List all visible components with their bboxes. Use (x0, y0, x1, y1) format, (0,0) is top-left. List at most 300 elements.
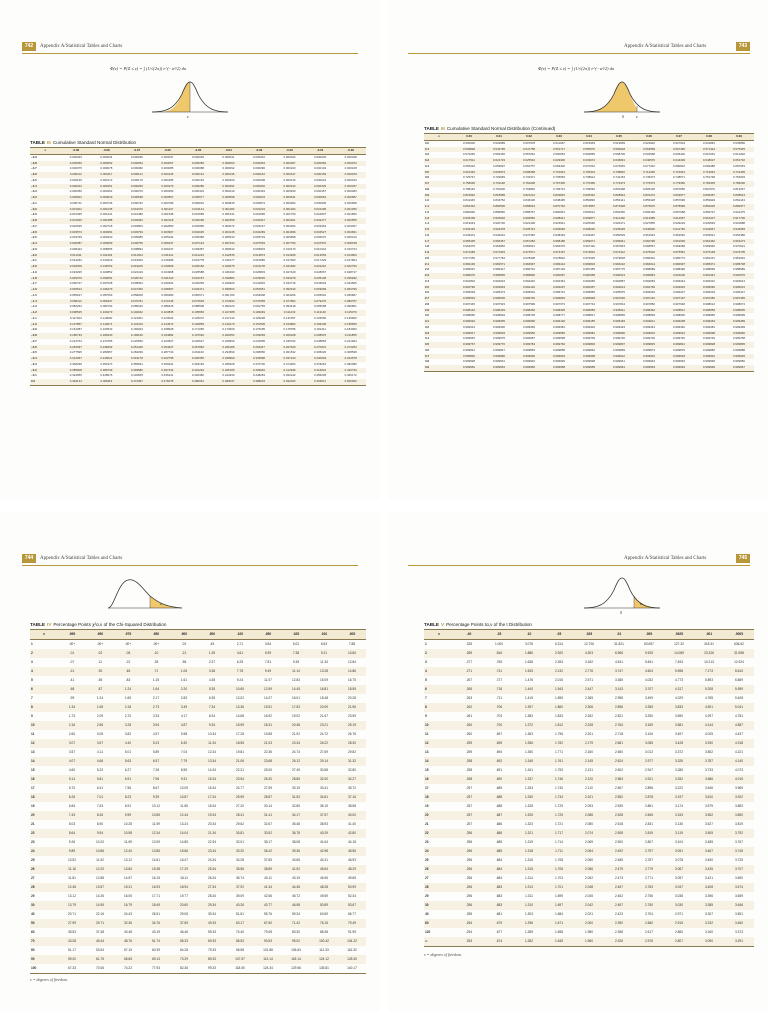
table-cell: 2.947 (645, 768, 653, 772)
table-cell: 13.12 (124, 858, 132, 862)
table-cell: 0.997445 (462, 301, 476, 306)
table-cell: 0.003364 (314, 223, 327, 228)
table-cell: 0.002890 (161, 223, 174, 228)
row-label: 17 (31, 786, 35, 790)
table-cell: 0.942947 (694, 227, 724, 233)
row-label: 16 (30, 775, 58, 784)
table-cell: 5.70 (68, 786, 76, 790)
table-cell: 22.16 (96, 912, 104, 916)
table-cell: 11.69 (124, 840, 132, 844)
table-cell: 0.999336 (492, 324, 506, 329)
table-cell: 36.78 (282, 829, 310, 838)
column-header: .950 (142, 630, 170, 640)
table-cell: 27.99 (58, 919, 86, 928)
table-cell: 0.424655 (69, 373, 82, 378)
row-label: −2.0 (30, 264, 61, 270)
table-cell: 3.355 (634, 703, 664, 712)
table-cell: 0.005703 (252, 235, 266, 240)
table-cell: 0.997882 (642, 301, 656, 306)
table-cell: 1.39 (198, 649, 226, 658)
table-cell: 0.901475 (732, 209, 746, 214)
table-cell: 2.860 (675, 930, 683, 934)
table-cell: .00+ (152, 642, 160, 646)
row-label: −1.3 (31, 304, 37, 309)
table-cell: 4.87 (170, 721, 198, 730)
table-cell: 44.31 (320, 858, 328, 862)
table-cell: 0.758036 (454, 181, 484, 187)
table-cell: 3.291 (724, 937, 754, 947)
table-cell: 0.933193 (454, 227, 484, 233)
table-cell: 0.203269 (244, 333, 275, 339)
row-label: 80 (31, 948, 35, 952)
table-cell: 0.947384 (522, 232, 536, 237)
table-cell: 0.000419 (222, 189, 235, 194)
table-cell: 0.934478 (484, 227, 514, 233)
table-cell: 3.552 (694, 811, 724, 820)
table-cell: 0.997197 (664, 296, 694, 302)
table-cell: 5.893 (705, 678, 713, 682)
table-cell: 0.955435 (454, 239, 484, 245)
table-cell: 0.264347 (244, 345, 275, 351)
table-row (424, 847, 754, 856)
table-cell: 0.456205 (314, 373, 327, 378)
table-cell: 0.007976 (305, 241, 336, 247)
table-row (30, 362, 366, 368)
table-cell: 2.37 (208, 660, 216, 664)
table-cell: 0.969258 (672, 244, 686, 249)
table-cell: .260 (454, 721, 484, 730)
table-cell: 0.999758 (732, 336, 746, 341)
table-cell: 17.29 (170, 865, 198, 874)
table-row (30, 784, 366, 793)
table-cell: 6.63 (320, 642, 328, 646)
table-cell: 0.764238 (514, 181, 544, 187)
row-label: 2.0 (425, 255, 430, 260)
table-cell: 18.11 (180, 876, 188, 880)
row-label: 3.9 (424, 365, 454, 371)
table-cell: 26.30 (254, 775, 282, 784)
table-cell: 1.303 (525, 912, 533, 916)
table-cell: 18.31 (254, 721, 282, 730)
table-cell: 3.030 (664, 901, 694, 910)
table-cell: 0.010724 (344, 246, 357, 251)
table-cell: 0.026803 (252, 269, 266, 274)
table-cell: 6.41 (96, 786, 104, 790)
table-cell: 0.941792 (664, 227, 694, 233)
table-cell: .254 (454, 919, 484, 928)
table-cell: 0.000313 (274, 184, 305, 190)
table-cell: 20.28 (348, 696, 356, 700)
table-cell: 2.080 (585, 822, 593, 826)
table-cell: 3.078 (525, 642, 533, 646)
table-cell: 0.012545 (213, 253, 244, 259)
table-cell: 10.34 (208, 732, 216, 736)
table-cell: .256 (454, 901, 484, 910)
table-cell: 3.07 (58, 739, 86, 748)
table-cell: 30.58 (320, 768, 328, 772)
row-label: 9 (425, 714, 427, 718)
table-cell: 0.020675 (213, 264, 244, 270)
table-cell: 4.604 (634, 667, 664, 676)
table-cell: 0.027429 (283, 269, 296, 274)
table-cell: 0.158655 (335, 322, 366, 328)
table-cell: 5.959 (724, 685, 754, 694)
table-cell: 0.000078 (100, 166, 113, 171)
table-cell: 23.54 (226, 775, 254, 784)
table-cell: 0.000185 (161, 177, 174, 182)
table-cell: 9.89 (58, 847, 86, 856)
table-cell: 0.011604 (122, 253, 153, 259)
table-cell: 77.93 (142, 964, 170, 974)
table-cell: 37.65 (264, 858, 272, 862)
table-cell: 0.888767 (522, 209, 536, 214)
table-cell: 0.821214 (514, 193, 544, 199)
table-cell: 21.67 (320, 714, 328, 718)
table-cell: 12.924 (734, 660, 744, 664)
table-cell: 41.34 (254, 883, 282, 892)
table-cell: .21 (58, 667, 86, 676)
table-cell: 11.34 (320, 660, 328, 664)
table-cell: .700 (484, 721, 514, 730)
table-cell: 2.086 (574, 811, 604, 820)
table-cell: 0.602568 (642, 152, 656, 157)
table-cell: 0.002327 (244, 218, 275, 224)
row-label: 16 (424, 775, 454, 784)
table-cell: 2.492 (604, 847, 634, 856)
table-cell: 9.34 (198, 721, 226, 730)
table-cell: 0.074934 (213, 299, 244, 305)
table-row (30, 919, 366, 928)
row-label: −1.8 (30, 276, 61, 282)
table-cell: 3.091 (664, 847, 694, 856)
table-cell: 0.009387 (191, 246, 204, 251)
table-cell: 3.33 (152, 714, 160, 718)
table-row (30, 937, 366, 946)
table-cell: 14.85 (180, 840, 188, 844)
table-row (30, 874, 366, 883)
table-cell: 0.998605 (724, 308, 754, 314)
table-cell: 27.59 (264, 786, 272, 790)
table-cell: 0.088508 (191, 304, 204, 309)
table-cell: 0.981237 (702, 255, 716, 260)
table-cell: 0.999908 (574, 354, 604, 360)
table-cell: .686 (495, 822, 503, 826)
table-cell: 0.999663 (462, 336, 476, 341)
row-label: −0.1 (31, 373, 37, 378)
table-cell: 38.93 (320, 822, 328, 826)
table-cell: 3.725 (735, 858, 743, 862)
table-cell: 0.881000 (694, 204, 724, 210)
table-cell: 3.421 (705, 876, 713, 880)
table-cell: 3.307 (705, 912, 713, 916)
table-cell: 0.799546 (582, 186, 596, 191)
table-cell: 0.992656 (582, 278, 596, 283)
column-header: .25 (484, 630, 514, 640)
table-cell: 100.42 (310, 937, 338, 946)
table-cell: 0.322758 (152, 356, 183, 362)
table-cell: 32.00 (310, 775, 338, 784)
table-cell: 49.59 (320, 894, 328, 898)
table-cell: 0.999896 (484, 354, 514, 360)
table-cell: 9.24 (236, 678, 244, 682)
table-cell: 0.095098 (314, 304, 327, 309)
table-cell: 0.069437 (91, 299, 122, 305)
table-cell: 0.998134 (454, 308, 484, 314)
page-number: 745 (736, 554, 750, 563)
table-cell: .674 (484, 937, 514, 947)
table-cell: 0.909877 (574, 216, 604, 222)
row-label: 90 (30, 955, 58, 964)
row-label: 3.7 (424, 354, 454, 360)
table-cell: 15.31 (114, 883, 142, 892)
table-cell: 0.754903 (732, 175, 746, 180)
table-cell: 0.012874 (244, 253, 275, 259)
table-row (424, 676, 754, 685)
table-cell: 0.000088 (191, 166, 204, 171)
table-cell: 4.587 (724, 721, 754, 730)
row-label: −2.2 (30, 253, 61, 259)
table-caption: Cumulative Standard Normal Distribution (Continued) (446, 126, 556, 131)
table-cell: .691 (495, 768, 503, 772)
table-cell: 0.708840 (604, 170, 634, 176)
table-cell: 0.060571 (191, 292, 204, 297)
table-cell: .71 (142, 667, 170, 676)
table-cell: 0.001107 (152, 207, 183, 213)
table-row (30, 910, 366, 919)
table-cell: 3.733 (705, 768, 713, 772)
row-label: 3.3 (424, 331, 454, 337)
table-cell: 0.048457 (152, 287, 183, 293)
table-row (424, 820, 754, 829)
table-cell: 0.393580 (122, 368, 153, 374)
table-cell: 0.232695 (252, 338, 266, 343)
table-cell: 14.07 (264, 696, 272, 700)
table-cell: 76.15 (310, 919, 338, 928)
table-cell: 0.000092 (222, 166, 235, 171)
table-cell: 59.20 (58, 955, 86, 964)
table-cell: .21 (170, 649, 198, 658)
table-cell: 8.64 (58, 829, 86, 838)
table-cell: 0.911492 (604, 216, 634, 222)
table-cell: 3.055 (634, 739, 664, 748)
table-cell: 0.968557 (642, 244, 656, 249)
table-cell: 0.974412 (604, 250, 634, 256)
row-label: −1.2 (30, 310, 61, 316)
row-label: −1.4 (30, 299, 61, 305)
table-cell: 0.950529 (612, 232, 626, 237)
table-cell: 0.994297 (544, 285, 574, 291)
table-cell: 9.31 (170, 775, 198, 784)
table-row (30, 247, 366, 253)
table-cell: 0.003681 (91, 230, 122, 236)
table-cell: 0.999900 (514, 354, 544, 360)
row-label: 3.1 (424, 319, 454, 325)
table-cell: 116.32 (347, 948, 357, 952)
table-cell: 0.999566 (544, 331, 574, 337)
table-row (30, 829, 366, 838)
table-cell: 0.999184 (604, 319, 634, 325)
table-cell: 0.980774 (672, 255, 686, 260)
table-cell: 140.17 (338, 964, 366, 974)
cumulative-normal-table-positive (424, 133, 754, 372)
table-cell: 5.598 (664, 667, 694, 676)
table-cell: 0.090123 (222, 304, 235, 309)
table-cell: 0.913085 (634, 216, 664, 222)
table-cell: 20.34 (208, 822, 216, 826)
table-cell: 0.076359 (244, 299, 275, 305)
table-cell: 0.999883 (702, 347, 716, 352)
table-cell: 0.270931 (305, 345, 336, 351)
table-cell: 124.12 (310, 955, 338, 964)
table-cell: .681 (495, 912, 503, 916)
table-cell: 0.000557 (152, 195, 183, 201)
table-cell: 24.74 (292, 750, 300, 754)
table-cell: 0.515953 (582, 140, 596, 145)
table-cell: 10.12 (152, 804, 160, 808)
table-cell: 0.998736 (522, 313, 536, 318)
table-cell: 0.000376 (130, 189, 143, 194)
table-cell: 0.999928 (462, 359, 476, 364)
column-header: -0.06 (152, 148, 183, 155)
table-cell: 30.14 (264, 804, 272, 808)
table-cell: 70.06 (86, 964, 114, 974)
column-header: .10 (514, 630, 544, 640)
table-cell: 8.91 (124, 804, 132, 808)
table-cell: 0.796731 (552, 186, 566, 191)
table-cell: 0.862143 (732, 198, 746, 203)
table-cell: 2.048 (574, 883, 604, 892)
table-cell: 30.81 (226, 829, 254, 838)
table-cell: 48.76 (114, 937, 142, 946)
table-cell: 1.697 (544, 901, 574, 910)
table-row (424, 204, 754, 210)
table-cell: 0.997599 (522, 301, 536, 306)
table-cell: 0.001589 (191, 212, 204, 217)
table-row (424, 694, 754, 703)
table-cell: 0.000337 (335, 184, 366, 190)
table-cell: 0.999517 (454, 331, 484, 337)
table-cell: 15.34 (198, 775, 226, 784)
table-cell: 0.061780 (222, 292, 235, 297)
row-label: −3.5 (31, 177, 37, 182)
table-cell: 3.169 (634, 721, 664, 730)
table-cell: 0.040059 (191, 281, 204, 286)
row-label: 11 (31, 732, 35, 736)
table-cell: 5.14 (58, 775, 86, 784)
table-cell: 3.674 (724, 883, 754, 892)
table-cell: 0.010170 (283, 246, 296, 251)
table-cell: 25.34 (198, 865, 226, 874)
table-cell: 2.539 (615, 804, 623, 808)
table-cell: 0.135666 (344, 315, 357, 320)
table-row (30, 793, 366, 802)
table-cell: .687 (484, 811, 514, 820)
table-cell: 0.705401 (574, 170, 604, 176)
table-cell: 2.528 (604, 811, 634, 820)
table-cell: 79.49 (338, 919, 366, 928)
table-cell: 1.000 (495, 642, 503, 646)
table-cell: 0.003072 (222, 223, 235, 228)
table-label: TABLE (30, 140, 45, 145)
table-cell: 0.751748 (702, 175, 716, 180)
table-cell: .718 (484, 685, 514, 694)
row-label: −1.6 (30, 287, 61, 293)
table-cell: 0.127143 (222, 315, 235, 320)
table-cell: 0.677242 (642, 163, 656, 168)
table-row (30, 356, 366, 362)
table-cell: 18.55 (338, 685, 366, 694)
table-cell: 0.999720 (612, 336, 626, 341)
row-label: −0.2 (30, 368, 61, 374)
table-cell: 0.000067 (274, 161, 305, 167)
table-cell: 3.143 (604, 685, 634, 694)
table-row (30, 667, 366, 676)
table-cell: .267 (465, 678, 473, 682)
table-cell: 0.004269 (244, 230, 275, 236)
table-cell: 0.999888 (732, 347, 746, 352)
table-cell: 0.999959 (574, 365, 604, 371)
table-cell: 0.039204 (161, 281, 174, 286)
table-cell: 0.416834 (305, 368, 336, 374)
table-cell: 2.228 (574, 721, 604, 730)
table-cell: 0.813267 (732, 186, 746, 191)
row-label: 19 (31, 804, 35, 808)
table-cell: 0.032884 (213, 276, 244, 282)
table-cell: 1.64 (142, 685, 170, 694)
table-cell: 5.02 (292, 642, 300, 646)
table-cell: 0.181411 (314, 327, 326, 332)
table-cell: 2.681 (604, 739, 634, 748)
table-cell: 40.26 (226, 901, 254, 910)
table-cell: 0.997110 (634, 296, 664, 302)
table-cell: .765 (495, 660, 503, 664)
table-cell: 0.098525 (61, 310, 92, 316)
page-number: 742 (22, 42, 36, 51)
table-cell: 0.000165 (69, 177, 82, 182)
table-cell: 0.000064 (244, 161, 275, 167)
row-label: 4 (424, 667, 454, 676)
table-cell: 0.868643 (514, 204, 544, 210)
table-cell: 0.975002 (634, 250, 664, 256)
table-cell: 0.999313 (462, 324, 476, 329)
row-label: 1 (31, 642, 33, 646)
table-row (30, 685, 366, 694)
table-cell: 1.397 (514, 703, 544, 712)
table-cell: 0.344578 (335, 356, 366, 362)
table-cell: 0.805106 (642, 186, 656, 191)
table-cell: 36.19 (320, 804, 328, 808)
table-cell: 0.986447 (492, 267, 506, 272)
svg-text:0: 0 (622, 114, 624, 119)
t-distribution-curve-figure (582, 572, 662, 616)
table-cell: 0.990097 (544, 273, 574, 279)
table-cell: 7.173 (694, 667, 724, 676)
column-header: 0.01 (484, 134, 514, 141)
table-cell: 7.38 (282, 649, 310, 658)
table-cell: 2.617 (645, 930, 653, 934)
table-cell: 0.999687 (522, 336, 536, 341)
table-cell: 0.993244 (672, 278, 686, 283)
row-label: 6 (424, 685, 454, 694)
table-cell: 0.547758 (514, 147, 544, 153)
table-cell: 0.980301 (642, 255, 656, 260)
table-cell: 2.915 (664, 919, 694, 928)
table-cell: 0.640576 (634, 158, 664, 164)
table-cell: 0.382089 (344, 361, 357, 366)
table-row (424, 883, 754, 892)
table-cell: 21.06 (226, 757, 254, 766)
column-header: -0.07 (122, 148, 153, 155)
